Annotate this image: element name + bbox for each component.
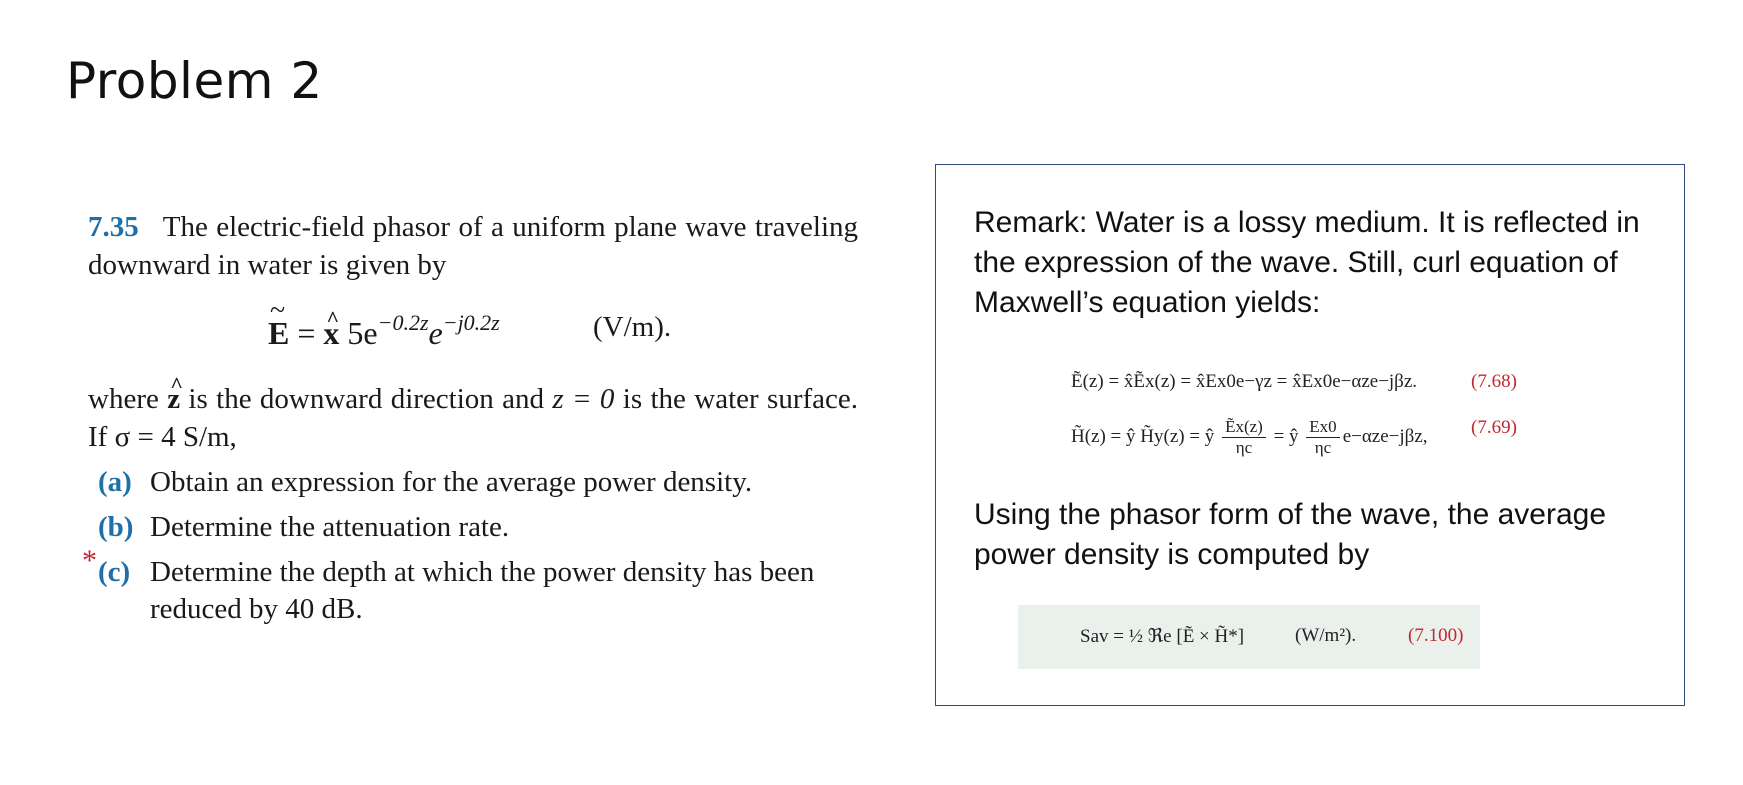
sigma-value: σ = 4 S/m, <box>114 421 237 453</box>
problem-statement <box>88 208 858 284</box>
equation-tag: (7.100) <box>1408 625 1464 646</box>
equation-body: Ẽ(z) = x̂Ẽx(z) = x̂Ex0e−γz = x̂Ex0e−αze−jβz. <box>1071 371 1418 392</box>
equation-body <box>1071 417 1428 458</box>
field-equation-units: (V/m). <box>593 311 672 343</box>
E-tilde-symbol: ~ E <box>268 314 289 352</box>
slide-title: Problem 2 <box>66 52 323 110</box>
equation-rhs: e−αze−jβz, <box>1342 425 1428 447</box>
problem-items <box>82 464 858 628</box>
exponent-attenuation: −0.2z <box>377 310 429 335</box>
problem-item-a <box>88 464 858 501</box>
fraction-numerator: Ẽx(z) <box>1222 417 1266 438</box>
equation-mid: = ŷ <box>1273 425 1299 447</box>
maxwell-equations <box>1071 365 1631 457</box>
power-density-units: (W/m²). <box>1295 625 1357 646</box>
item-label: (a) <box>98 466 132 498</box>
where-clause <box>88 380 858 456</box>
where-text-1: where <box>88 383 168 415</box>
z-equals-zero: z = 0 <box>552 383 615 415</box>
equation-7-69 <box>1071 411 1631 457</box>
equation-7-68 <box>1071 365 1631 411</box>
equation-lhs: H̃(z) = ŷ H̃y(z) = ŷ <box>1071 425 1215 447</box>
item-label: (b) <box>98 511 134 543</box>
equals-sign: = <box>289 315 324 351</box>
item-label: (c) <box>98 556 131 588</box>
item-text: Determine the attenuation rate. <box>150 511 510 543</box>
problem-statement-text: The electric-field phasor of a uniform plane wave traveling downward in water is given by <box>88 211 858 281</box>
equation-tag: (7.68) <box>1471 371 1517 392</box>
power-density-expression: Sav = ½ ℜe [Ẽ × H̃*] <box>1080 626 1245 647</box>
fraction <box>1222 417 1266 458</box>
problem-item-b <box>88 509 858 546</box>
fraction <box>1306 417 1339 458</box>
where-text-2: is the downward direction and <box>180 383 553 415</box>
fraction-numerator: Ex0 <box>1306 417 1339 438</box>
item-text: Obtain an expression for the average power density. <box>150 466 753 498</box>
fraction-denominator: ηc <box>1235 438 1253 457</box>
problem-item-c <box>82 544 858 628</box>
x-hat-symbol: ^ x <box>323 314 339 352</box>
equation-tag: (7.69) <box>1471 417 1517 438</box>
power-density-equation <box>1018 605 1480 669</box>
fraction-denominator: ηc <box>1314 438 1332 457</box>
remark-text-2: Using the phasor form of the wave, the average power density is computed by <box>974 498 1607 571</box>
field-equation-expression <box>268 304 500 352</box>
e-symbol: e <box>428 315 443 351</box>
remark-box <box>935 164 1685 706</box>
problem-block <box>82 208 859 636</box>
remark-text: Remark: Water is a lossy medium. It is reflected in the expression of the wave. Still, curl equation of Maxwell’s equation yields: <box>974 206 1640 319</box>
item-text: Determine the depth at which the power density has been reduced by 40 dB. <box>150 556 815 625</box>
where-text-3: is the water surface. If <box>88 383 859 453</box>
z-hat-symbol: ^ z <box>167 380 180 418</box>
exponent-phase: −j0.2z <box>442 310 500 335</box>
amplitude: 5e <box>339 315 378 351</box>
problem-number: 7.35 <box>88 211 139 243</box>
star-marker: * <box>82 544 97 577</box>
field-equation <box>88 298 858 362</box>
